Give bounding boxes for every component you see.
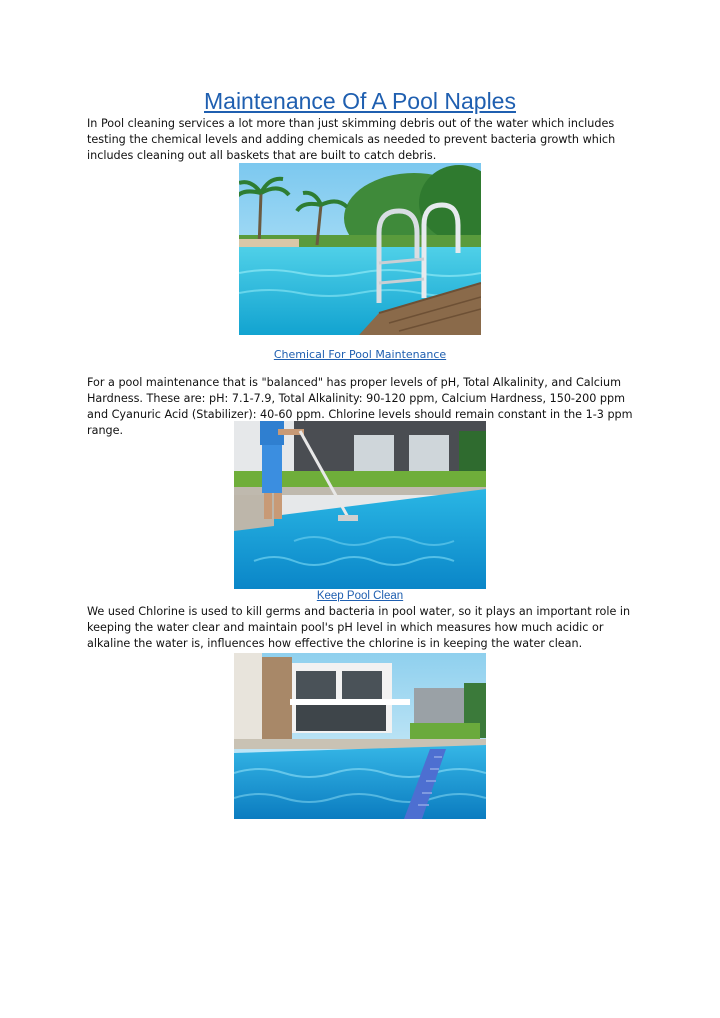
pool-cleaning-photo xyxy=(234,421,486,589)
intro-paragraph: In Pool cleaning services a lot more than just skimming debris out of the water which includes testing the chemical levels and adding chemicals as needed to prevent bacteria growth which includes cleaning out all baskets that are built to catch debris. xyxy=(87,117,616,162)
chemical-levels-paragraph: For a pool maintenance that is "balanced" has proper levels of pH, Total Alkalinity, and Calcium Hardness. These are: pH: 7.1-7.9, Total Alkalinity: 90-120 ppm, Calcium Hardness, 150-200 ppm and Cyanuric Acid (Stabilizer): 40-60 ppm. Chlorine levels should remain constant in the 1-3 ppm range. xyxy=(87,376,633,437)
chlorine-paragraph: We used Chlorine is used to kill germs and bacteria in pool water, so it plays an important role in keeping the water clear and maintain pool's pH level in which measures how much acidic or alkaline the water is, influences how effective the chlorine is in keeping the water clean. xyxy=(87,605,631,650)
resort-pool-photo xyxy=(239,163,481,335)
chemical-maintenance-link[interactable]: Chemical For Pool Maintenance xyxy=(273,348,447,361)
keep-pool-clean-link[interactable]: Keep Pool Clean xyxy=(316,590,404,602)
page-title[interactable]: Maintenance Of A Pool Naples xyxy=(204,88,516,114)
modern-house-pool-photo xyxy=(234,653,486,819)
